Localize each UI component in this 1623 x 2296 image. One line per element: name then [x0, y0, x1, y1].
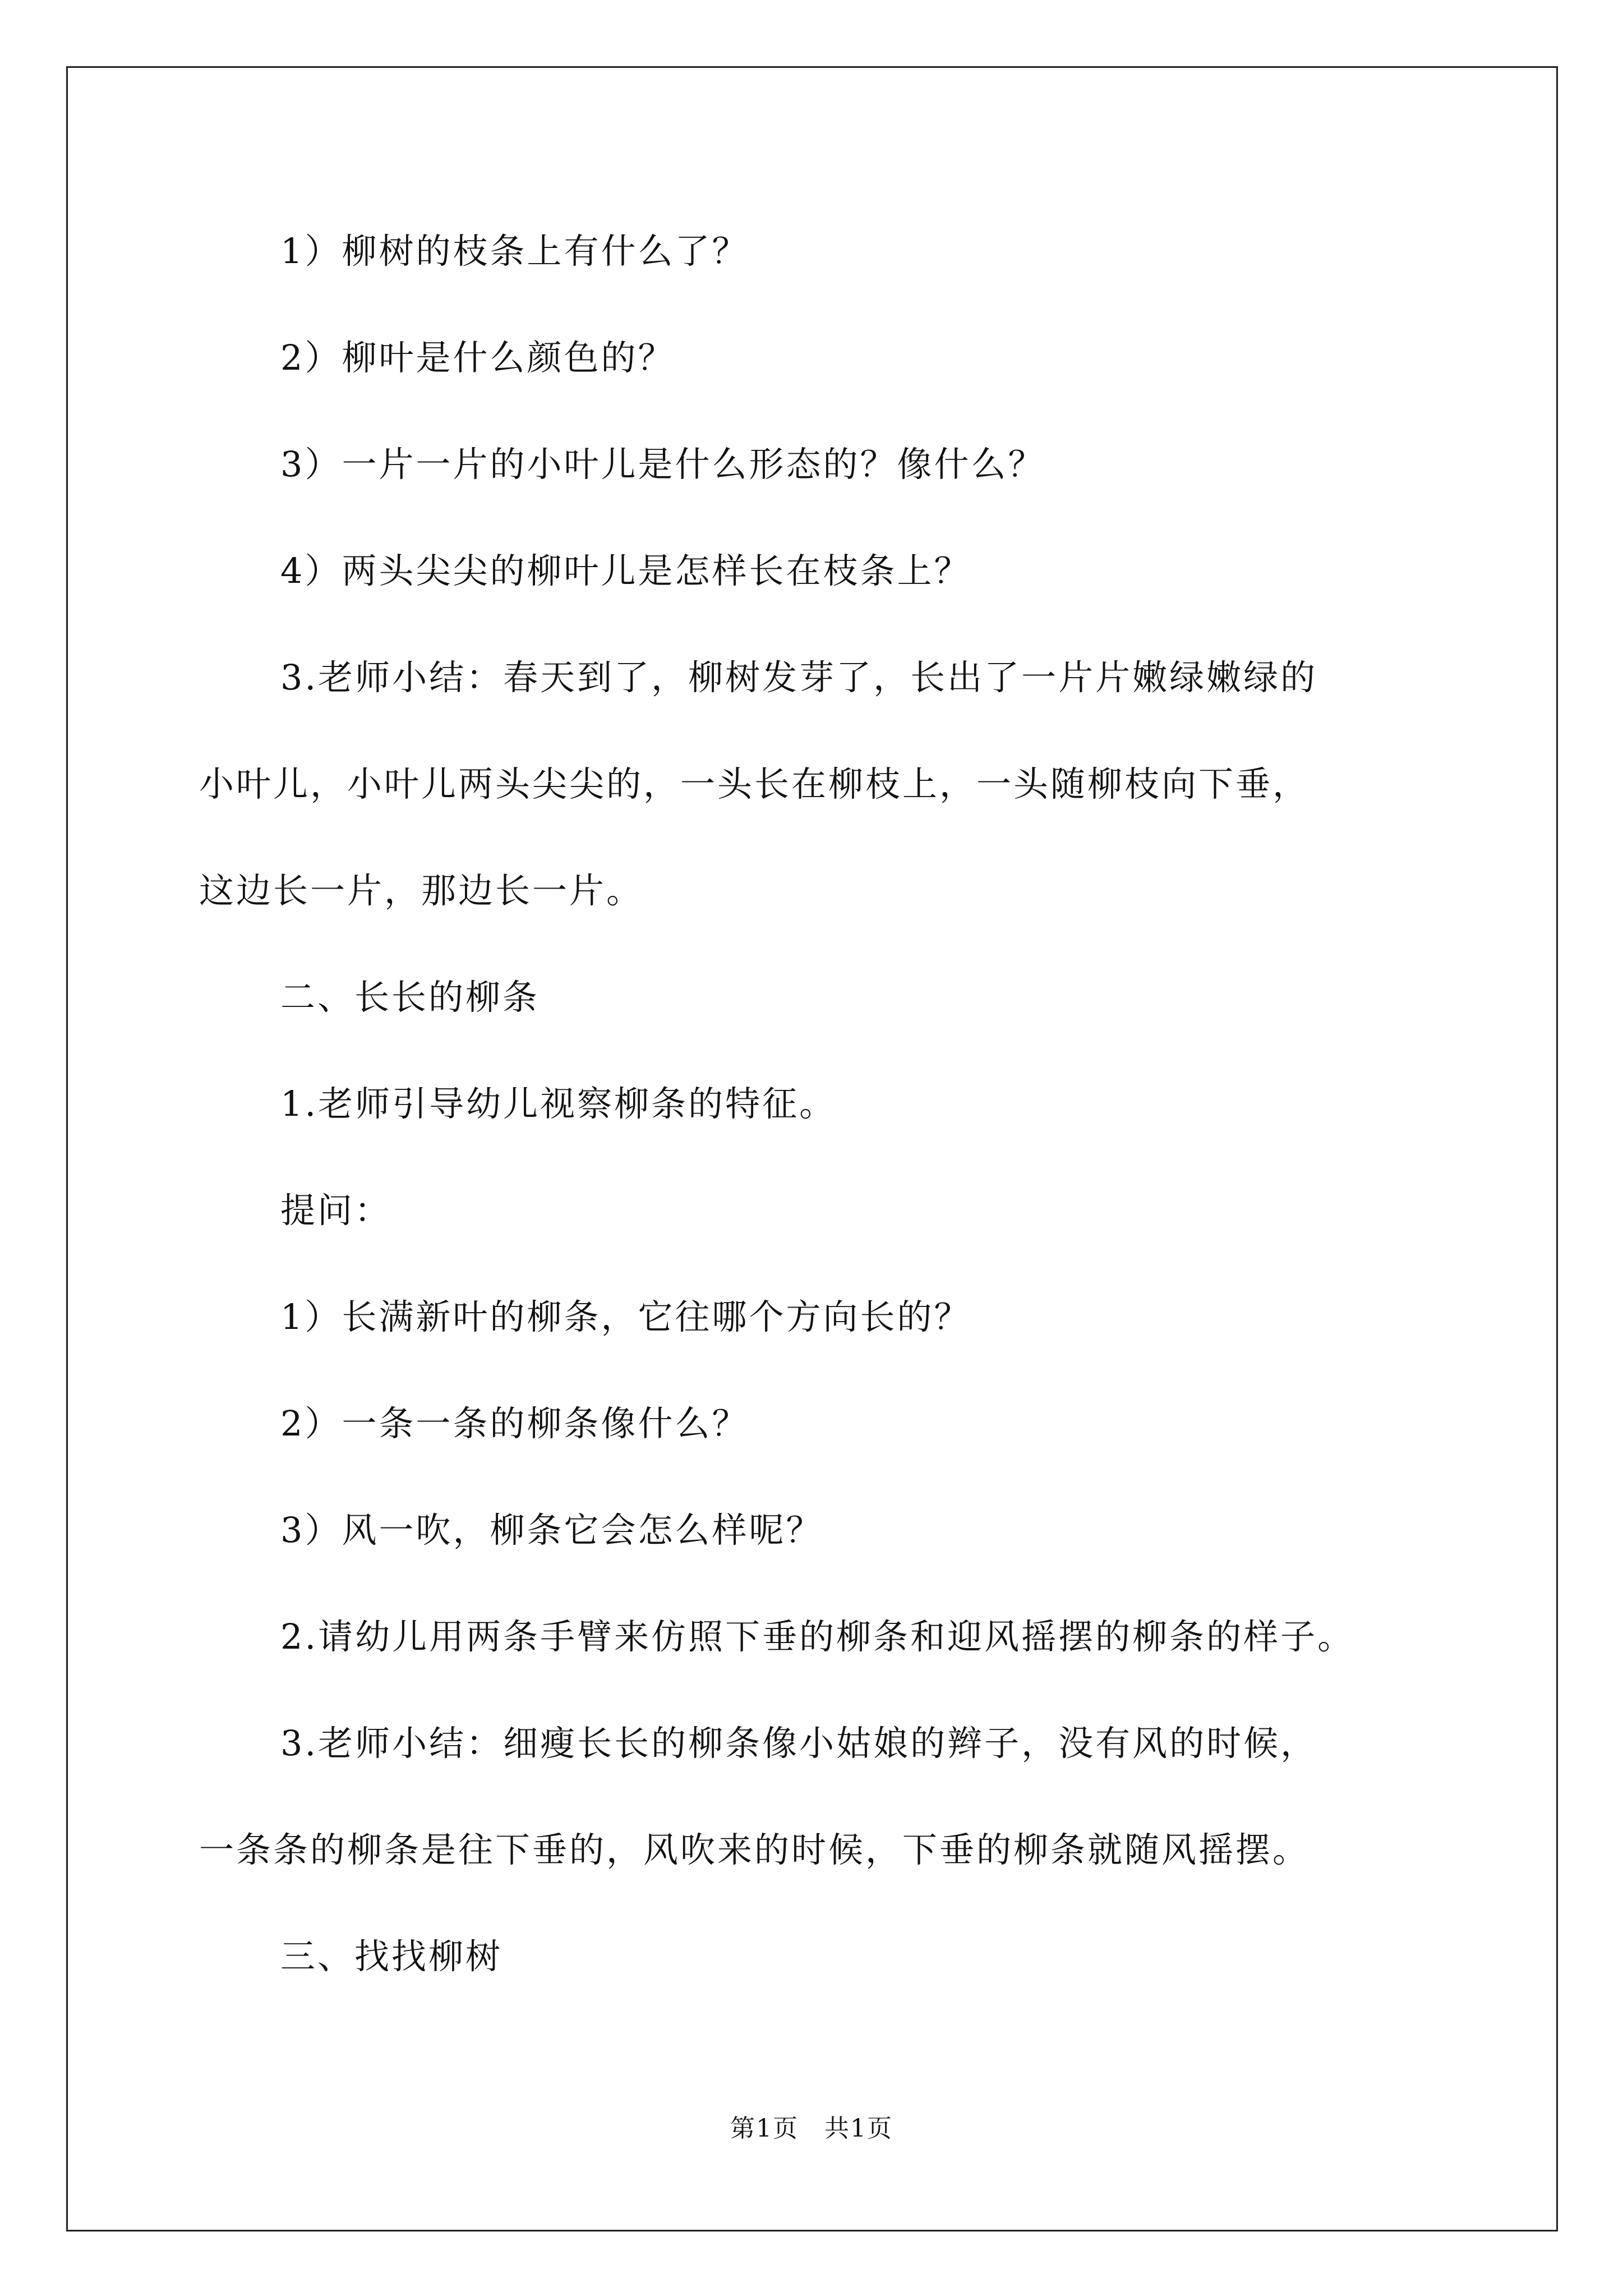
paragraph-summary-2-line-2: 一条条的柳条是往下垂的，风吹来的时候，下垂的柳条就随风摇摆。	[199, 1829, 1310, 1870]
paragraph-question-1: 1）柳树的枝条上有什么了？	[280, 231, 749, 272]
paragraph-summary-1-line-3: 这边长一片，那边长一片。	[199, 870, 644, 911]
paragraph-imitate: 2.请幼儿用两条手臂来仿照下垂的柳条和迎风摇摆的柳条的样子。	[280, 1616, 1355, 1657]
paragraph-question-7: 3）风一吹，柳条它会怎么样呢？	[280, 1510, 823, 1550]
paragraph-summary-1-line-2: 小叶儿，小叶儿两头尖尖的，一头长在柳枝上，一头随柳枝向下垂，	[199, 763, 1310, 804]
page-footer: 第1页 共1页	[730, 2114, 893, 2143]
paragraph-guide: 1.老师引导幼儿视察柳条的特征。	[280, 1083, 837, 1124]
paragraph-question-5: 1）长满新叶的柳条，它往哪个方向长的？	[280, 1296, 971, 1337]
paragraph-question-3: 3）一片一片的小叶儿是什么形态的？像什么？	[280, 444, 1045, 485]
paragraph-ask-label: 提问：	[280, 1190, 392, 1231]
paragraph-question-4: 4）两头尖尖的柳叶儿是怎样长在枝条上？	[280, 550, 971, 591]
paragraph-question-2: 2）柳叶是什么颜色的？	[280, 337, 675, 378]
paragraph-question-6: 2）一条一条的柳条像什么？	[280, 1403, 749, 1444]
section-heading-2: 二、长长的柳条	[280, 977, 540, 1018]
paragraph-summary-1-line-1: 3.老师小结：春天到了，柳树发芽了，长出了一片片嫩绿嫩绿的	[280, 657, 1318, 698]
section-heading-3: 三、找找柳树	[280, 1936, 503, 1977]
paragraph-summary-2-line-1: 3.老师小结：细瘦长长的柳条像小姑娘的辫子，没有风的时候，	[280, 1723, 1318, 1764]
